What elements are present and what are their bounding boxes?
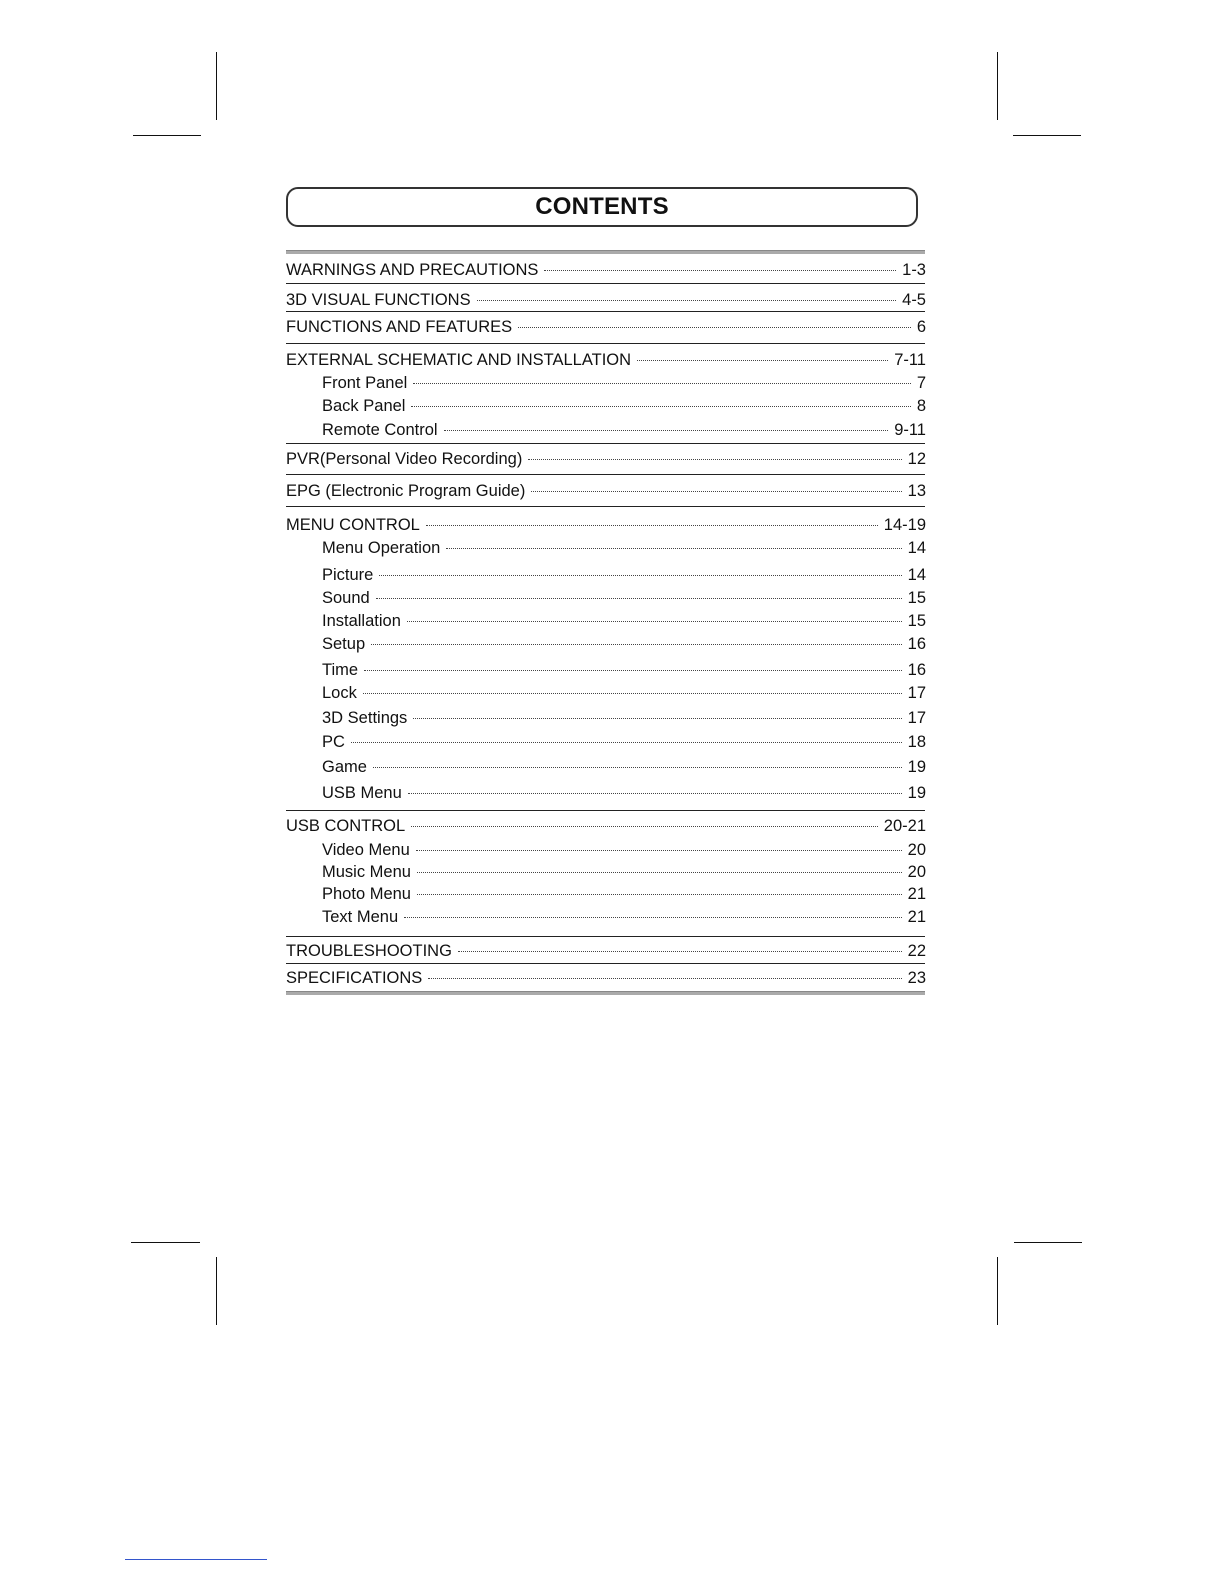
toc-subentry[interactable] [286,565,926,585]
crop-mark [131,1242,200,1243]
dot-leader [416,849,902,851]
toc-subentry[interactable] [286,683,926,703]
toc-entry[interactable] [286,481,926,501]
dot-leader [458,950,902,952]
toc-entry-label: EXTERNAL SCHEMATIC AND INSTALLATION [286,351,632,369]
dot-leader [417,871,902,873]
dot-leader [531,490,901,492]
toc-entry-label: USB CONTROL [286,817,406,835]
dot-leader [477,299,897,301]
toc-entry-label: Installation [322,612,401,630]
toc-entry-page: 14 [907,539,926,557]
section-divider [286,963,925,964]
dot-leader [407,620,902,622]
toc-entry-label: PVR(Personal Video Recording) [286,450,523,468]
toc-entry-page: 20-21 [883,817,926,835]
toc-entry-page: 6 [916,318,926,336]
dot-leader [413,717,901,719]
toc-entry-page: 16 [907,635,926,653]
toc-entry-page: 15 [907,612,926,630]
crop-mark [216,52,217,120]
dot-leader [428,977,901,979]
toc-entry-page: 7-11 [894,351,926,369]
toc-entry-label: Video Menu [322,841,410,859]
toc-entry-label: Music Menu [322,863,411,881]
dot-leader [444,429,889,431]
section-divider [286,936,925,937]
dot-leader [371,643,902,645]
toc-entry-page: 14 [907,566,926,584]
toc-entry-label: SPECIFICATIONS [286,969,423,987]
toc-entry[interactable] [286,515,926,535]
toc-entry-page: 12 [907,450,926,468]
toc-entry-label: Text Menu [322,908,399,926]
section-divider [286,343,925,344]
crop-mark [133,135,201,136]
dot-leader [411,825,878,827]
toc-subentry[interactable] [286,862,926,882]
dot-leader [379,574,901,576]
toc-entry-page: 9-11 [894,421,926,439]
section-divider [286,810,925,811]
toc-entry-label: Photo Menu [322,885,411,903]
toc-entry-page: 15 [907,589,926,607]
toc-subentry[interactable] [286,757,926,777]
toc-subentry[interactable] [286,708,926,728]
toc-entry-page: 23 [907,969,926,987]
toc-entry-page: 19 [907,758,926,776]
toc-subentry[interactable] [286,884,926,904]
contents-title: CONTENTS [535,193,669,220]
toc-subentry[interactable] [286,611,926,631]
dot-leader [413,382,911,384]
dot-leader [528,458,901,460]
dot-leader [351,741,902,743]
dot-leader [446,547,901,549]
dot-leader [544,269,896,271]
toc-entry-label: Front Panel [322,374,408,392]
toc-entry-label: Menu Operation [322,539,441,557]
toc-subentry[interactable] [286,907,926,927]
toc-entry-page: 17 [907,684,926,702]
dot-leader [518,326,911,328]
toc-subentry[interactable] [286,660,926,680]
toc-entry[interactable] [286,816,926,836]
toc-entry-label: 3D VISUAL FUNCTIONS [286,291,471,309]
crop-mark [1013,135,1081,136]
toc-subentry[interactable] [286,538,926,558]
toc-entry-page: 13 [907,482,926,500]
dot-leader [376,597,902,599]
section-divider [286,443,925,444]
section-divider [286,506,925,507]
section-divider [286,991,925,995]
toc-entry-label: Picture [322,566,374,584]
toc-entry-page: 14-19 [883,516,926,534]
toc-entry-label: Setup [322,635,366,653]
toc-entry-page: 7 [916,374,926,392]
toc-subentry[interactable] [286,634,926,654]
toc-entry[interactable] [286,350,926,370]
toc-subentry[interactable] [286,783,926,803]
dot-leader [426,524,878,526]
dot-leader [411,405,910,407]
toc-subentry[interactable] [286,420,926,440]
crop-mark [997,1257,998,1325]
toc-entry-label: Time [322,661,359,679]
toc-entry-page: 16 [907,661,926,679]
toc-subentry[interactable] [286,732,926,752]
toc-entry-page: 21 [907,908,926,926]
toc-subentry[interactable] [286,588,926,608]
toc-entry-label: Sound [322,589,370,607]
toc-entry-page: 19 [907,784,926,802]
toc-entry[interactable] [286,968,926,988]
toc-entry-page: 1-3 [902,261,926,279]
toc-entry-page: 17 [907,709,926,727]
toc-entry-label: TROUBLESHOOTING [286,942,452,960]
toc-subentry[interactable] [286,840,926,860]
dot-leader [363,692,902,694]
toc-entry-label: EPG (Electronic Program Guide) [286,482,526,500]
toc-subentry[interactable] [286,396,926,416]
toc-subentry[interactable] [286,373,926,393]
toc-entry-label: FUNCTIONS AND FEATURES [286,318,513,336]
dot-leader [404,916,902,918]
toc-entry-label: USB Menu [322,784,402,802]
crop-mark [997,52,998,120]
section-divider [286,311,925,312]
toc-entry-page: 18 [907,733,926,751]
toc-entry-page: 8 [916,397,926,415]
toc-entry-page: 21 [907,885,926,903]
dot-leader [408,792,902,794]
toc-entry-page: 20 [907,863,926,881]
dot-leader [417,893,902,895]
toc-entry-label: MENU CONTROL [286,516,420,534]
footer-line [125,1559,267,1560]
toc-entry-label: PC [322,733,345,751]
crop-mark [216,1257,217,1325]
toc-entry-label: 3D Settings [322,709,408,727]
dot-leader [637,359,888,361]
toc-entry-label: Game [322,758,367,776]
toc-entry-page: 4-5 [902,291,926,309]
toc-entry[interactable] [286,290,926,310]
toc-entry-label: WARNINGS AND PRECAUTIONS [286,261,539,279]
toc-entry-label: Lock [322,684,357,702]
dot-leader [373,766,902,768]
toc-entry[interactable] [286,449,926,469]
toc-entry[interactable] [286,260,926,280]
toc-entry[interactable] [286,941,926,961]
section-divider [286,250,925,254]
toc-entry-label: Remote Control [322,421,438,439]
section-divider [286,474,925,475]
section-divider [286,283,925,284]
dot-leader [364,669,902,671]
toc-entry-page: 20 [907,841,926,859]
toc-entry-label: Back Panel [322,397,406,415]
crop-mark [1014,1242,1082,1243]
toc-entry[interactable] [286,317,926,337]
contents-title-box [286,187,918,227]
toc-entry-page: 22 [907,942,926,960]
